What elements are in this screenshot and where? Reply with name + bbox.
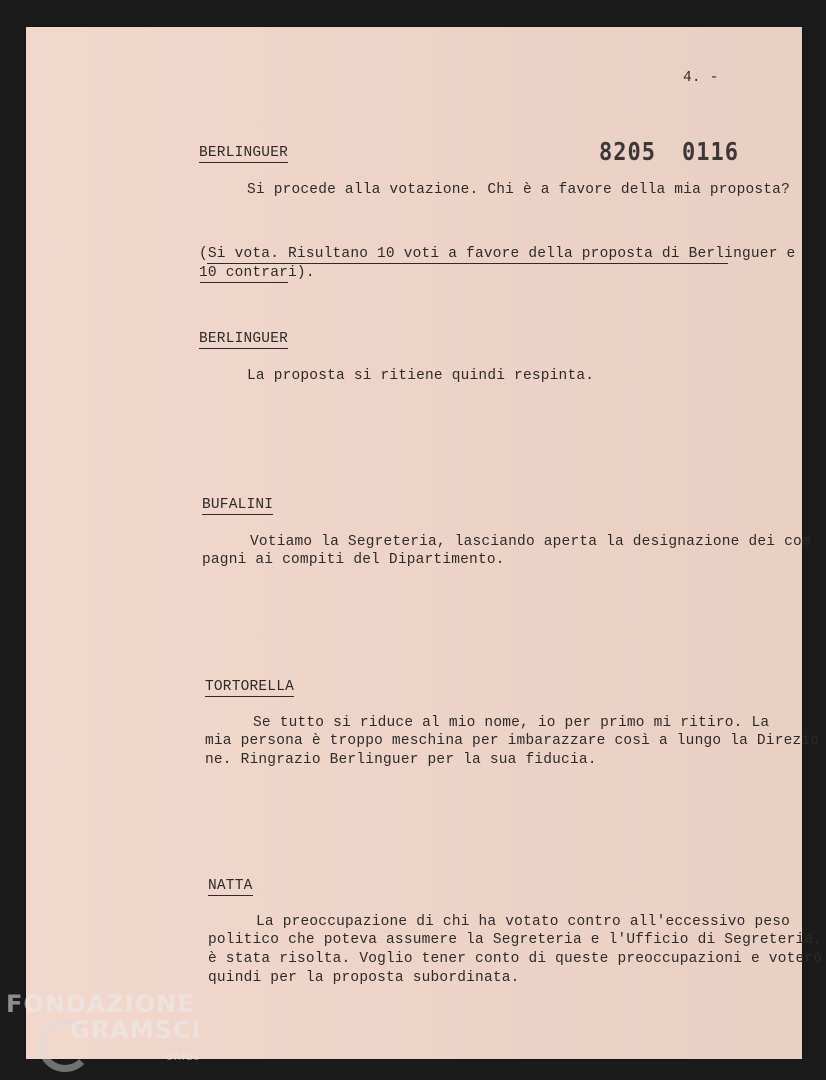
vote-note-line: (Si vota. Risultano 10 voti a favore della proposta di Berlinguer e <box>199 246 796 262</box>
speaker-name: BUFALINI <box>202 497 274 513</box>
speech-line: Si procede alla votazione. Chi è a favore della mia proposta? <box>247 182 790 198</box>
speech-line: è stata risolta. Voglio tener conto di queste preoccupazioni e voterò <box>208 951 823 967</box>
speaker-name: BERLINGUER <box>199 145 289 161</box>
speech-line: quindi per la proposta subordinata. <box>208 970 520 986</box>
vote-note-line: 10 contrari). <box>199 265 315 281</box>
watermark-line3: onlus <box>166 1050 201 1063</box>
speech-line: mia persona è troppo meschina per imbarazzare così a lungo la Direzio <box>205 733 820 749</box>
archive-stamp-left: 8205 <box>599 138 656 167</box>
speech-line: pagni ai compiti del Dipartimento. <box>202 552 505 568</box>
watermark-line1: FONDAZIONE <box>6 990 195 1018</box>
speaker-name: TORTORELLA <box>205 679 295 695</box>
speech-line: La preoccupazione di chi ha votato contro all'eccessivo peso <box>256 914 791 930</box>
vote-underline <box>207 263 728 264</box>
speaker-name: NATTA <box>208 878 253 894</box>
speech-line: politico che poteva assumere la Segreteria e l'Ufficio di Segreteria, <box>208 932 823 948</box>
speech-line: La proposta si ritiene quindi respinta. <box>247 368 595 384</box>
page-number: 4. - <box>683 70 719 86</box>
speaker-name: BERLINGUER <box>199 331 289 347</box>
archive-stamp-right: 0116 <box>682 138 739 167</box>
watermark-line2: GRAMSCI <box>70 1016 202 1044</box>
vote-underline <box>200 282 288 283</box>
speech-line: Votiamo la Segreteria, lasciando aperta la designazione dei com <box>250 534 811 550</box>
speech-line: Se tutto si riduce al mio nome, io per primo mi ritiro. La <box>253 715 770 731</box>
speech-line: ne. Ringrazio Berlinguer per la sua fiducia. <box>205 752 597 768</box>
